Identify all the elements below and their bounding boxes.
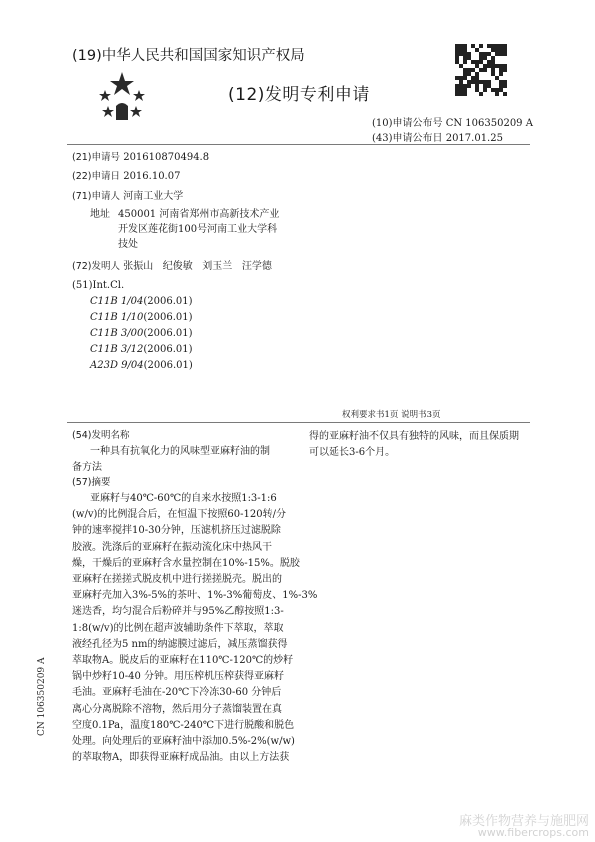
ipc-label: (51)Int.Cl.: [72, 280, 125, 291]
invention-title-line: 备方法: [72, 462, 102, 473]
inventors-row: [72, 257, 272, 272]
application-number-label: (21)申请号: [72, 152, 121, 163]
ipc-year: (2006.01): [143, 344, 193, 355]
abstract-line: 1:8(w/v)的比例在超声波辅助条件下萃取，萃取: [72, 622, 284, 634]
ipc-year: (2006.01): [143, 296, 193, 307]
ipc-code: A23D 9/04: [90, 360, 144, 371]
abstract-heading: (57)摘要: [72, 477, 111, 488]
abstract-right-line: 可以延长3-6个月。: [309, 447, 396, 458]
ipc-entry: [90, 328, 193, 339]
ipc-year: (2006.01): [143, 328, 193, 339]
ipc-code: C11B 1/10: [90, 312, 144, 323]
address-label: 地址: [90, 209, 110, 220]
side-publication-code: CN 106350209 A: [37, 657, 47, 736]
abstract-line: 锅中炒籽10-40 分钟。用压榨机压榨获得亚麻籽: [72, 671, 285, 683]
ipc-entry: [90, 312, 193, 323]
filing-date-row: [72, 168, 180, 182]
applicant-row: [72, 187, 183, 202]
ipc-year: (2006.01): [143, 312, 193, 323]
ipc-entry: [90, 296, 193, 307]
publication-number: (10)申请公布号 CN 106350209 A: [372, 118, 533, 129]
applicant-label: (71)申请人: [72, 191, 121, 202]
issuing-office: (19)中华人民共和国国家知识产权局: [72, 48, 305, 64]
abstract-line: 萃取物A。脱皮后的亚麻籽在110℃-120℃的炒籽: [72, 655, 294, 666]
abstract-line: 处理。向处理后的亚麻籽油中添加0.5%-2%(w/w): [72, 736, 295, 747]
abstract-line: 毛油。亚麻籽毛油在-20℃下冷冻30-60 分钟后: [72, 687, 282, 699]
address-line: 技处: [118, 239, 138, 250]
watermark-url: www.fibercrops.com: [477, 826, 589, 839]
applicant-value: 河南工业大学: [123, 191, 184, 202]
abstract-line: 亚麻籽壳加入3%-5%的茶叶、1%-3%葡萄皮、1%-3%: [72, 590, 318, 602]
publication-type: (12)发明专利申请: [228, 85, 370, 105]
ipc-year: (2006.01): [143, 360, 193, 371]
abstract-line: 亚麻籽在搓搓式脱皮机中进行搓搓脱壳。脱出的: [72, 574, 282, 585]
address-line: 450001 河南省郑州市高新技术产业: [118, 209, 280, 220]
ipc-code: C11B 3/00: [90, 328, 144, 339]
header-divider: [67, 144, 530, 145]
inventor-name: 刘玉兰: [202, 261, 233, 272]
application-number-value: 201610870494.8: [123, 152, 210, 163]
abstract-line: (w/v)的比例混合后，在恒温下按照60-120转/分: [72, 509, 286, 521]
publication-date: (43)申请公布日 2017.01.25: [372, 133, 503, 144]
abstract-right-line: 得的亚麻籽油不仅具有独特的风味，而且保质期: [309, 431, 519, 442]
abstract-line: 燥，干燥后的亚麻籽含水量控制在10%-15%。脱胶: [72, 557, 300, 569]
ipc-code: C11B 1/04: [90, 296, 144, 307]
invention-title-line: 一种具有抗氧化力的风味型亚麻籽油的制: [90, 446, 270, 457]
ipc-code: C11B 3/12: [90, 344, 144, 355]
address-line: 开发区莲花街100号河南工业大学科: [118, 224, 278, 235]
sipo-emblem-icon: [96, 70, 148, 126]
watermark-title: 麻类作物营养与施肥网: [458, 814, 589, 829]
abstract-line: 迷迭香，均匀混合后粉碎并与95%乙醇按照1:3-: [72, 606, 284, 618]
filing-date-label: (22)申请日: [72, 171, 121, 182]
inventors-label: (72)发明人: [72, 261, 121, 272]
abstract-line: 液经孔径为5 nm的纳滤膜过滤后，减压蒸馏获得: [72, 638, 288, 650]
inventor-name: 张振山: [123, 261, 154, 272]
filing-date-value: 2016.10.07: [123, 171, 181, 182]
abstract-line: 亚麻籽与40℃-60℃的自来水按照1:3-1:6: [90, 493, 277, 504]
abstract-line: 钟的速率搅拌10-30分钟，压滤机挤压过滤脱除: [72, 525, 281, 537]
abstract-line: 胶液。洗涤后的亚麻籽在振动流化床中热风干: [72, 541, 272, 553]
ipc-entry: [90, 360, 193, 371]
page-counts: 权利要求书1页 说明书3页: [342, 410, 441, 420]
section-divider: [67, 422, 530, 423]
abstract-line: 空度0.1Pa，温度180℃-240℃下进行脱酸和脱色: [72, 719, 295, 731]
qr-code-icon: [455, 44, 507, 96]
abstract-line: 的萃取物A，即获得亚麻籽成品油。由以上方法获: [72, 752, 290, 764]
ipc-entry: [90, 344, 193, 355]
inventor-name: 汪学德: [241, 261, 272, 272]
application-number-row: [72, 149, 209, 163]
abstract-line: 离心分离脱除不溶物，然后用分子蒸馏装置在真: [72, 703, 282, 715]
title-heading: (54)发明名称: [72, 430, 130, 441]
inventor-name: 纪俊敏: [162, 261, 193, 272]
